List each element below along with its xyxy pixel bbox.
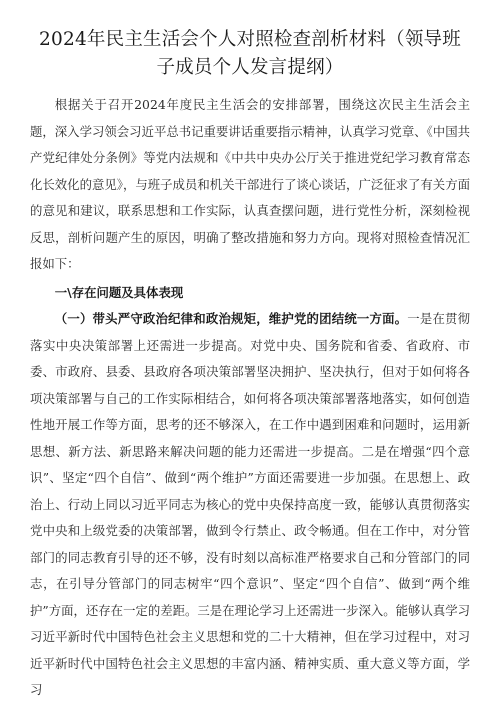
- document-title: 2024年民主生活会个人对照检查剖析材料（领导班子成员个人发言提纲）: [39, 29, 461, 78]
- subsection-heading: （一）带头严守政治纪律和政治规矩，维护党的团结统一方面。: [54, 311, 408, 326]
- subsection-body: 一是在贯彻落实中央决策部署上还需进一步提高。对党中央、国务院和省委、省政府、市委、市政府、县委、县政府各项决策部署坚决拥护、坚决执行，但对于如何将各项决策部署与自己的工作实际相结合，如何将各项决策部署落地落实，如何创造性地开展工作等方面，思考的还不够深入，在工作中遇到困难和问题时，运用新思想、新方法、新思路来解决问题的能力还需进一步提高。二是在增强“四个意识”、坚定“四个自信”、做到“两个维护”方面还需要进一步加强。在思想上、政治上、行动上同以习近平同志为核心的党中央保持高度一致，能够认真贯彻落实党中央和上级党委的决策部署，做到令行禁止、政令畅通。但在工作中，对分管部门的同志教育引导的还不够，没有时刻以高标准严格要求自己和分管部门的同志，在引导分管部门的同志树牢“四个意识”、坚定“四个自信”、做到“两个维护”方面，还存在一定的差距。三是在理论学习上还需进一步深入。能够认真学习习近平新时代中国特色社会主义思想和党的二十大精神，但在学习过程中，对习近平新时代中国特色社会主义思想的丰富内涵、精神实质、重大意义等方面，学习: [30, 311, 471, 697]
- subsection-paragraph: [30, 306, 470, 704]
- section-heading: 一\存在问题及具体表现: [54, 284, 184, 300]
- intro-paragraph: 根据关于召开2024年度民主生活会的安排部署，围绕这次民主生活会主题，深入学习领会习近平总书记重要讲话重要指示精神，认真学习党章、《中国共产党纪律处分条例》等党内法规和《中共中央办公厅关于推进党纪学习教育常态化长效化的意见》，与班子成员和机关干部进行了谈心谈话，广泛征求了有关方面的意见和建议，联系思想和工作实际，认真查摆问题，进行党性分析，深刻检视反思，剖析问题产生的原因，明确了整改措施和努力方向。现将对照检查情况汇报如下：: [30, 97, 470, 271]
